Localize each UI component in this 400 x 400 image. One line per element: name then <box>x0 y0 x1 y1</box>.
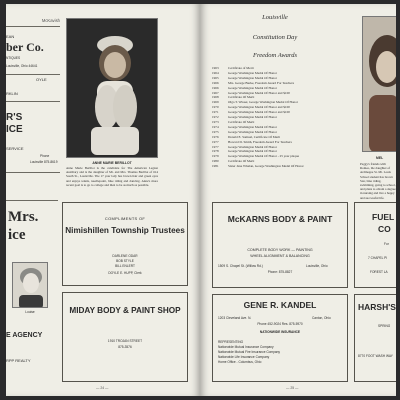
ad-fuel-line1: For <box>384 242 389 246</box>
ad-srs-label: SERVICE <box>6 146 24 151</box>
ad-mckarns-city: Louisville, Ohio <box>306 264 328 268</box>
awards-list <box>212 66 346 169</box>
ad-srs-city: Louisville 875-8619 <box>30 160 58 164</box>
ad-kandel-title: GENE R. KANDEL <box>243 300 317 310</box>
ad-mckavish-title: ber Co. <box>6 40 44 54</box>
divider <box>6 74 60 75</box>
ad-mrs-title: Mrs. <box>8 209 39 225</box>
louise-caption: Louise <box>25 310 35 314</box>
ad-fragment-rklin: RKLIN <box>6 91 18 96</box>
award-text: George Washington Medal Of Honor and $100 <box>228 90 290 95</box>
divider <box>6 26 60 27</box>
award-text: George Washington Medal Of Honor and $100 <box>228 105 290 110</box>
ad-fuel-title: FUEL <box>372 212 395 222</box>
ad-srs-phone: Phone <box>40 154 50 158</box>
ad-township-title: Nimishillen Township Trustees <box>65 226 185 235</box>
award-text: Olga T. Wisser, George Washington Medal Of Honor <box>228 100 298 105</box>
right-photo-name: MEL <box>376 156 384 160</box>
ad-miday-phone: 875-3576 <box>118 345 132 349</box>
award-year: 1975 <box>212 129 219 134</box>
candidate-photo-image <box>67 19 158 158</box>
ad-harsh-line2: 8770 FOOT WASH WAY <box>358 354 393 358</box>
award-text: Howard D. Smith, Freedom Award For Teachers <box>228 139 292 144</box>
ad-harsh-title: HARSH'S <box>358 302 396 312</box>
award-year: 1971 <box>212 110 219 115</box>
candidate-photo <box>66 18 158 158</box>
left-page <box>6 4 200 396</box>
ad-fuel-line3: FOREST LA <box>370 270 388 274</box>
ad-mckavish-name: McKavish <box>41 18 60 23</box>
divider <box>6 101 60 102</box>
ad-township-name-1: DARLENE ODAR <box>112 254 138 258</box>
award-year: 1965 <box>212 75 219 80</box>
award-text: George Washington Medal Of Honor <box>228 129 277 134</box>
divider <box>6 172 60 173</box>
ad-fuel-line2: 7 CHAPEL PI <box>368 256 388 260</box>
award-text: George Washington Medal Of Honor <box>228 75 277 80</box>
award-text: Donald E. Samuel, Certificate Of Merit <box>228 134 281 139</box>
award-text: George Washington Medal Of Honor <box>228 85 277 90</box>
candidate-caption: Anne Marie Berillot is the candidate for The American Legion Auxiliary and is the daughter of Mr. and Mrs. Thomas Berillot of 614 South St., Louisville. The 17 year lady has brown hair and green eyes and enjoys tennis, needlepoint, bike riding and dancing. Anne's more recent goal is to go to college and then to be as much as possible. <box>66 166 158 187</box>
ad-kandel-company-3: Nationwide Life Insurance Company <box>218 355 270 359</box>
award-text: George Washington Medal Of Honor and $100 <box>228 110 290 115</box>
header-awards: Freedom Awards <box>253 52 297 59</box>
header-event: Constitution Day <box>252 34 298 41</box>
ad-kandel-company-4: Home Office - Columbus, Ohio <box>218 360 262 364</box>
award-year: 1976 <box>212 134 219 139</box>
award-year: 1964 <box>212 70 219 75</box>
award-text: George Washington Medal Of Honor <box>228 70 277 75</box>
ad-mckavish-sub: NTIQUES <box>6 56 21 60</box>
louise-photo-image <box>13 263 48 308</box>
award-text: Certificate Of Merit <box>228 95 255 100</box>
award-row <box>212 164 346 169</box>
ad-kandel-address: 1203 Cleveland Ave. N. <box>218 316 252 320</box>
award-year: 1966 <box>212 80 219 85</box>
header-city: Louisville <box>262 14 288 21</box>
ad-mckarns-title: McKARNS BODY & PAINT <box>227 214 333 224</box>
ad-mckarns-phone: Phone: 875-8827 <box>267 270 293 274</box>
candidate-name: ANNE MARIE BERILLOT <box>92 161 132 165</box>
ad-srs-title2: ICE <box>6 124 23 135</box>
award-text: George Washington Medal Of Honor <box>228 115 277 120</box>
right-photo-caption: Peggy's friends with Romeo, the daughter of Ardmagee Sr. Mt. Louis School student has brown Star, bike riding, swimming, going to school, and plans to obtain a degree in nursing and live a happy and successful life. <box>360 162 396 200</box>
award-year: 1969 <box>212 100 219 105</box>
ad-kandel-company-2: Nationwide Mutual Fire Insurance Company <box>218 350 281 354</box>
award-year: 1966 <box>212 85 219 90</box>
award-year: 1972 <box>212 115 219 120</box>
divider <box>6 200 58 201</box>
ad-mckavish-line: EAN <box>6 34 15 39</box>
award-year: 1981 <box>212 164 219 169</box>
ad-fuel-title2: CO <box>378 224 391 234</box>
award-text: Certificate Of Merit <box>228 119 255 124</box>
ad-township-compliments: COMPLIMENTS OF <box>104 216 146 221</box>
award-text: Sister Jane Whelan, George Washington Medal Of Honor <box>228 164 304 169</box>
award-text: Mrs. George Burke, Freedom Award For Teachers <box>228 80 294 85</box>
page-number-right: — 25 — <box>286 386 299 390</box>
ad-township-name-2: BOB STYLE <box>116 259 134 263</box>
award-year: 1973 <box>212 119 219 124</box>
ad-fragment-oyle: OYLE <box>36 77 47 82</box>
ad-srs-title: R'S <box>6 112 23 123</box>
candidate-photo-right-image <box>363 17 396 152</box>
award-year: 1977 <box>212 144 219 149</box>
ad-harsh-line1: SPRING <box>378 324 391 328</box>
award-year: 1978 <box>212 149 219 154</box>
award-text: George Washington Medal Of Honor <box>228 124 277 129</box>
ad-kandel-sub: NATIONWIDE INSURANCE <box>259 330 301 334</box>
louise-photo <box>12 262 48 308</box>
award-year: 1974 <box>212 124 219 129</box>
right-page <box>200 4 396 396</box>
ad-mrs-realty: RPP REALTY <box>6 358 31 363</box>
ad-mrs-title2: ice <box>8 227 26 243</box>
ad-mckarns-line2: WHEEL ALIGNMENT & BALANCING <box>250 254 310 258</box>
ad-mckarns-address: 1509 S. Chapel St. (Willow Rd.) <box>218 264 263 268</box>
ad-kandel-company-1: Nationwide Mutual Insurance Company <box>218 345 274 349</box>
award-year: 1967 <box>212 90 219 95</box>
award-text: George Washington Medal Of Honor <box>228 149 277 154</box>
ad-miday-address: 1910 TROJAN STREET <box>107 339 143 343</box>
award-year: 1970 <box>212 105 219 110</box>
ad-address: Louisville, Ohio 44641 <box>6 64 38 68</box>
ad-kandel-phones: Phone 452-9024 Res. 875-5970 <box>257 322 303 326</box>
candidate-photo-right <box>362 16 396 152</box>
ad-township-name-3: BILL ENLERT <box>115 264 135 268</box>
award-year: 1977 <box>212 139 219 144</box>
page-number-left: — 24 — <box>96 386 109 390</box>
ad-mckarns-line1: COMPLETE BODY WORK — PAINTING <box>247 248 313 252</box>
ad-miday-title: MIDAY BODY & PAINT SHOP <box>69 306 181 315</box>
award-year: 1968 <box>212 95 219 100</box>
award-year: 1979 <box>212 154 219 159</box>
award-text: George Washington Medal Of Honor <box>228 144 277 149</box>
ad-kandel-city: Canton, Ohio <box>312 316 331 320</box>
award-text: George Washington Medal Of Honor - 25 year plaque <box>228 154 300 159</box>
award-year: 1980 <box>212 159 219 164</box>
award-year: 1963 <box>212 66 219 70</box>
ad-township-clerk: DOYLE E. HUPP, Clerk <box>108 271 142 275</box>
award-text: Certificate Of Merit <box>228 159 255 164</box>
ad-mrs-agency: E AGENCY <box>6 332 43 339</box>
ad-kandel-rep: REPRESENTING <box>218 340 244 344</box>
award-text: Certificate of Merit <box>228 66 254 70</box>
